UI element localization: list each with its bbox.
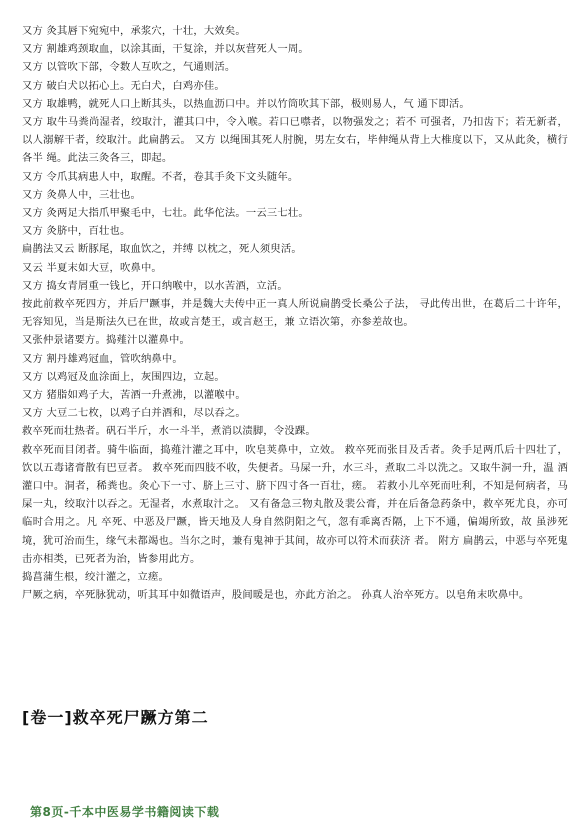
paragraph: 按此前救卒死四方，并后尸蹶事，并是魏大夫传中正一真人所说扁鹊受长桑公子法， 寻此传出世，在葛后二十许年，无容知见，当是斯法久已在世，故或言楚王，或言赵王，兼 立语次第，亦参差故也。 [22, 298, 568, 329]
paragraph: 救卒死而壮热者。矾石半斤，水一斗半，煮消以渍脚，令没踝。 [22, 425, 316, 438]
paragraph: 又方 取雄鸭，就死人口上断其头，以热血沥口中。并以竹筒吹其下部，极则易人，气 通下即活。 [22, 97, 470, 110]
paragraph: 尸厥之病，卒死脉犹动，听其耳中如微语声，股间暖是也，亦此方治之。 孙真人治卒死方。以皂角末吹鼻中。 [22, 589, 530, 602]
paragraph: 又方 割丹雄鸡冠血，管吹纳鼻中。 [22, 352, 183, 365]
paragraph: 又方 灸鼻人中，三壮也。 [22, 188, 141, 201]
paragraph: 救卒死而目闭者。骑牛临面，捣薤汁灌之耳中，吹皂荚鼻中，立效。 救卒死而张目及舌者。灸手足两爪后十四壮了，饮以五毒诸膏散有巴豆者。 救卒死而四肢不收，失便者。马屎一升，水三斗，煮取二斗以洗之。又取牛洞一升，温 酒灌口中。洞者，稀粪也。灸心下一寸、脐上三寸、脐下四寸各一百壮，瘥。 若救小儿卒死而吐利，不知是何病者，马屎一丸，绞取汁以吞之。无湿者，水煮取汁之。 又有备急三物丸散及裴公膏，并在后备急药条中，救卒死尤良，亦可临时合用之。凡 卒死、中恶及尸蹶，皆天地及人身自然阴阳之气，忽有乖离否隔，上下不通，偏竭所致，故 虽涉死境，犹可治而生，缘气未都竭也。当尔之时，兼有鬼神于其间，故亦可以符术而获济 者。 附方 扁鹊云，中恶与卒死鬼击亦相类，已死者为治，皆参用此方。 [22, 443, 568, 565]
body-text [22, 22, 568, 605]
page-footer: 第8页-千本中医易学书籍阅读下载 [30, 805, 220, 819]
paragraph: 又方 捣女青屑重一钱匕，开口纳喉中，以水苦酒，立活。 [22, 279, 288, 292]
paragraph: 又方 大豆二七枚，以鸡子白并酒和，尽以吞之。 [22, 407, 246, 420]
paragraph: 又方 猪脂如鸡子大，苦酒一升煮沸，以灌喉中。 [22, 389, 246, 402]
paragraph: 又方 灸两足大指爪甲聚毛中，七壮。此华佗法。一云三七壮。 [22, 207, 309, 220]
paragraph: 又方 以管吹下部，令数人互吹之，气通则活。 [22, 61, 236, 74]
paragraph: 捣菖蒲生根，绞汁灌之，立瘥。 [22, 571, 169, 584]
paragraph: 又方 灸其唇下宛宛中，承浆穴，十壮，大效矣。 [22, 25, 246, 37]
paragraph: 又方 灸脐中，百壮也。 [22, 225, 131, 238]
paragraph: 扁鹊法又云 断豚尾，取血饮之，并缚 以枕之，死人须臾活。 [22, 243, 302, 256]
paragraph: 又方 取牛马粪尚湿者，绞取汁，灌其口中，令入喉。若口已噤者，以物强发之；若不 可强者，乃扣齿下；若无新者，以人溺解干者，绞取汁。此扁鹊云。 又方 以绳围其死人肘腕，男左女右，毕伸绳从背上大椎度以下，又从此灸，横行各半 绳。此法三灸各三，即起。 [22, 116, 568, 165]
paragraph: 又云 半夏末如大豆，吹鼻中。 [22, 261, 162, 274]
paragraph: 又张仲景诸要方。捣薤汁以灌鼻中。 [22, 334, 190, 347]
section-heading: [卷一]救卒死尸蹶方第二 [22, 708, 209, 727]
paragraph: 又方 割雄鸡颈取血，以涂其面，干复涂，并以灰营死人一周。 [22, 43, 309, 56]
paragraph: 又方 以鸡冠及血涂面上，灰围四边，立起。 [22, 370, 225, 383]
paragraph: 又方 破白犬以拓心上。无白犬，白鸡亦佳。 [22, 79, 225, 92]
paragraph: 又方 令爪其病患人中，取醒。不者，卷其手灸下文头随年。 [22, 170, 299, 183]
